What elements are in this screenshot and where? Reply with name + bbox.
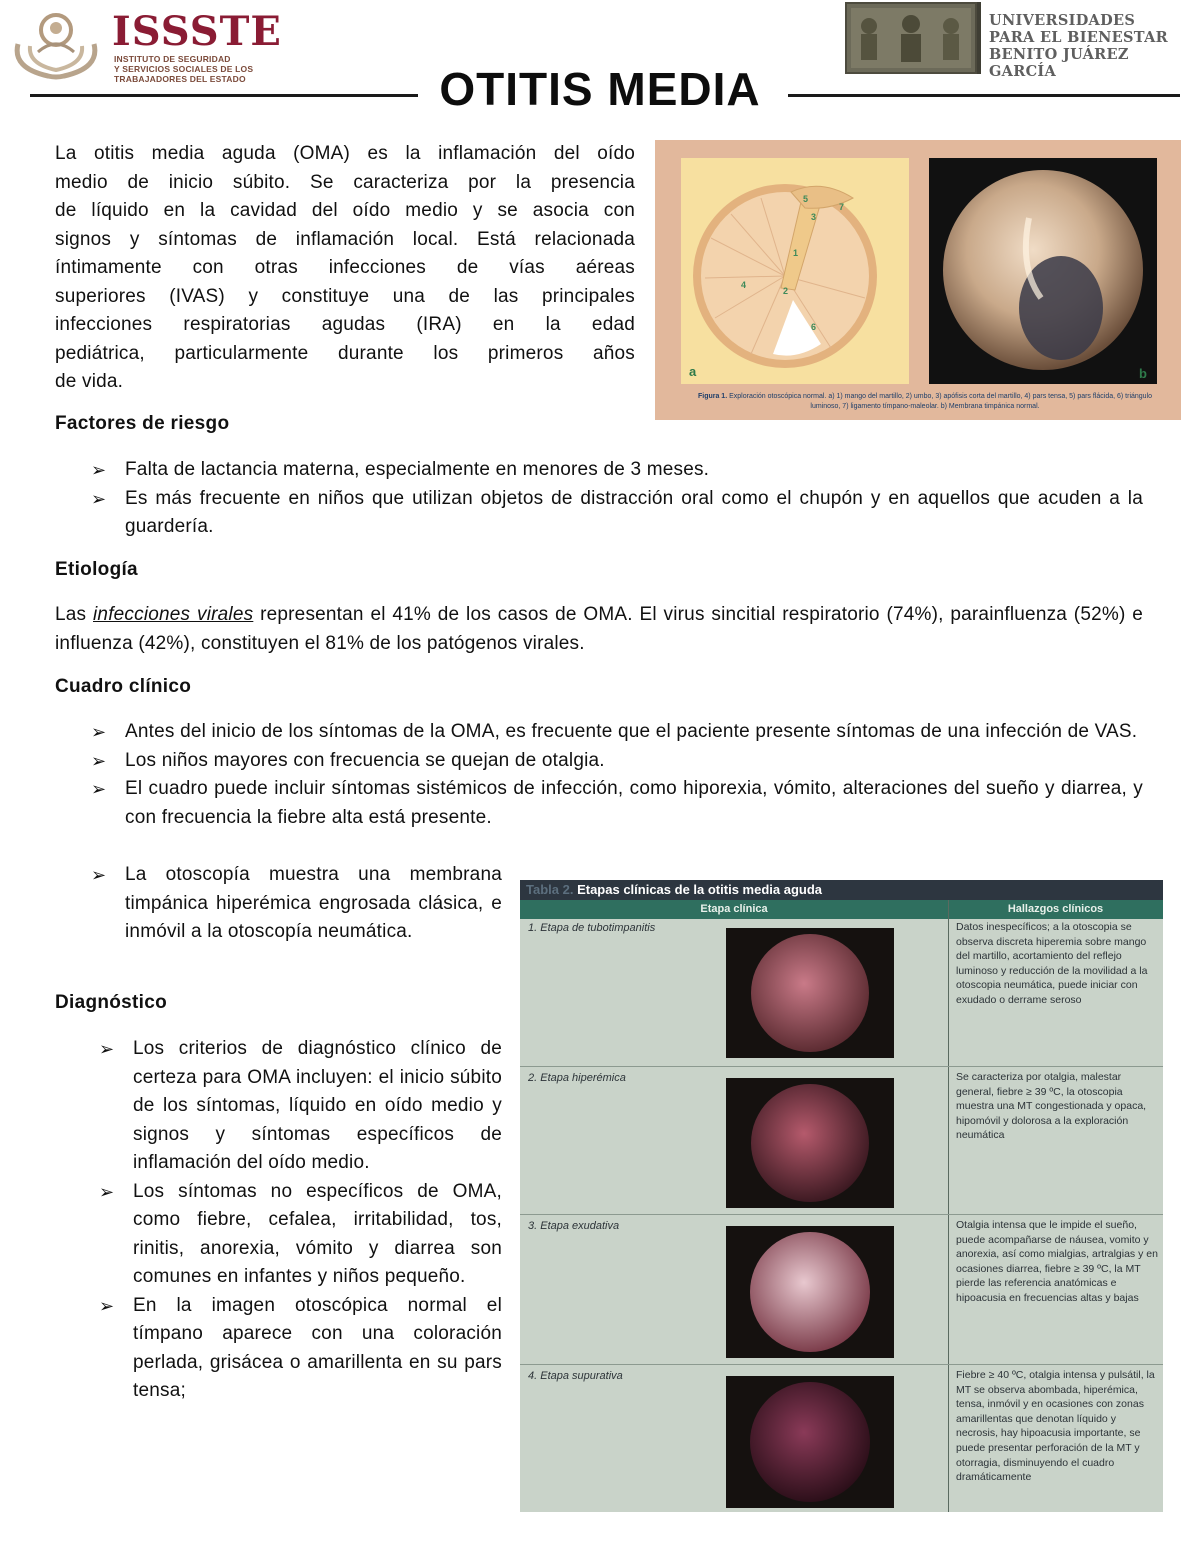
table-row-stage: 4. Etapa supurativa [528,1370,623,1382]
otoscopy-image [726,1376,894,1508]
svg-text:b: b [1139,366,1147,381]
tympanic-membrane-view [751,1084,869,1202]
etiology-paragraph: Las infecciones virales representan el 41% de los casos de OMA. El virus sincitial respiratorio (74%), parainfluenza (52%) e influenza (42%), constituyen el 81% de los patógenos virales. [55,604,1144,654]
list-item: ➢ Falta de lactancia materna, especialmente en menores de 3 meses. [55,456,1143,485]
table-row-stage: 2. Etapa hiperémica [528,1072,626,1084]
list-item: ➢ El cuadro puede incluir síntomas sistémicos de infección, como hiporexia, vómito, alteraciones del sueño y diarrea, y con frecuencia la fiebre alta está presente. [55,775,1143,832]
table-row-divider [520,1364,1163,1365]
table-row-divider [520,1214,1163,1215]
arrow-bullet-icon: ➢ [91,865,107,885]
intro-paragraph: La otitis media aguda (OMA) es la inflamación del oído medio de inicio súbito. Se caracteriza por la presencia de líquido en la cavidad del oído medio y se asocia con signos y síntomas de inflamación local. Está relacionada íntimamente con otras infecciones de vías aéreas superiores (IVAS) y constituye una de las principales infecciones respiratorias agudas (IRA) en la edad pediátrica, particularmente durante los primeros años de vida. [55,143,635,392]
otoscopy-image [726,928,894,1058]
table-clinical-stages [520,880,1163,1512]
arrow-bullet-icon: ➢ [91,488,107,509]
arrow-bullet-icon: ➢ [91,460,107,480]
svg-text:6: 6 [811,322,817,332]
figure-caption: Figura 1. Exploración otoscópica normal. a) 1) mango del martillo, 2) umbo, 3) apófisis corta del martillo, 4) pars tensa, 5) pars flácida, 6) triángulo luminoso, 7) ligamento tímpano-maleolar. b) Membrana timpánica normal. [697,393,1153,410]
otoscopy-image [726,1078,894,1208]
clinical-list-continued [55,861,502,947]
svg-text:7: 7 [839,202,845,212]
section-heading-risk-factors: Factores de riesgo [55,413,230,434]
arrow-bullet-icon: ➢ [99,1039,115,1059]
arrow-bullet-icon: ➢ [91,750,107,771]
table-col-stage: Etapa clínica [700,903,768,915]
table-col-findings: Hallazgos clínicos [1007,903,1104,915]
list-item: ➢ Es más frecuente en niños que utilizan objetos de distracción oral como el chupón y en aquellos que acuden a la guardería. [55,485,1143,542]
tympanic-diagram [681,158,909,384]
table-column-divider [948,900,949,1512]
otoscopy-image [726,1226,894,1358]
universidades-text: UNIVERSIDADES PARA EL BIENESTAR BENITO JUÁREZ GARCÍA [989,12,1169,80]
list-item: ➢ La otoscopía muestra una membrana timpánica hiperémica engrosada clásica, e inmóvil a la otoscopía neumática. [55,861,502,947]
tympanic-membrane-view [750,1382,870,1502]
section-heading-diagnosis: Diagnóstico [55,992,168,1013]
list-item: ➢ Los criterios de diagnóstico clínico de certeza para OMA incluyen: el inicio súbito de los síntomas, líquido en oído medio y signos y síntomas específicos de inflamación del oído medio. [63,1035,502,1178]
tympanic-photo [929,158,1157,384]
arrow-bullet-icon: ➢ [91,722,107,742]
arrow-bullet-icon: ➢ [91,779,107,799]
list-item: ➢ Los niños mayores con frecuencia se quejan de otalgia. [55,747,1143,776]
table-header-row [520,900,1163,919]
tympanic-membrane-view [750,1232,870,1352]
issste-subtitle: INSTITUTO DE SEGURIDAD Y SERVICIOS SOCIALES DE LOS TRABAJADORES DEL ESTADO [114,54,254,84]
arrow-bullet-icon: ➢ [99,1181,115,1202]
tympanic-membrane-view [751,934,869,1052]
svg-text:5: 5 [803,194,809,204]
table-title-bar [520,880,1163,900]
table-row-divider [520,1066,1163,1067]
etiology-underlined-term: infecciones virales [93,604,254,625]
title-rule-right [788,94,1180,97]
table-row-finding: Fiebre ≥ 40 ºC, otalgia intensa y pulsátil, la MT se observa abombada, hiperémica, tensa, inmóvil y en ocasiones con zonas amarillentas que denotan líquido y necrosis, hay hipoacusia importante, se puede presentar perforación de la MT y otorragia, disminuyendo el cuadro dramáticamente [956,1369,1155,1484]
diagnosis-list [63,1035,502,1406]
issste-name: ISSSTE [112,8,282,55]
section-heading-clinical: Cuadro clínico [55,676,192,697]
svg-text:2: 2 [783,286,789,296]
table-row-finding: Otalgia intensa que le impide el sueño, puede acompañarse de náusea, vomito y anorexia, así como mialgias, artralgias y en ocasiones diarrea, fiebre ≥ 39 ºC, la MT pierde las referencia anatómicas e hipoacusia en frecuencias altas y bajas [956,1219,1158,1304]
figure-otoscopy-normal [655,140,1181,420]
svg-text:3: 3 [811,212,817,222]
list-item: ➢ En la imagen otoscópica normal el tímpano aparece con una coloración perlada, grisácea o amarillenta en su pars tensa; [63,1292,502,1406]
table-row-stage: 1. Etapa de tubotimpanitis [528,922,656,934]
table-title: Etapas clínicas de la otitis media aguda [577,882,822,897]
page-title: OTITIS MEDIA [439,63,761,115]
arrow-bullet-icon: ➢ [99,1295,115,1316]
list-item: ➢ Los síntomas no específicos de OMA, como fiebre, cefalea, irritabilidad, tos, rinitis, anorexia, vómito y diarrea son comunes en infantes y niños pequeño. [63,1178,502,1292]
list-item: ➢ Antes del inicio de los síntomas de la OMA, es frecuente que el paciente presente síntomas de una infección de VAS. [55,718,1143,747]
svg-text:1: 1 [793,248,799,258]
svg-text:a: a [689,364,697,379]
table-number: Tabla 2. [526,882,574,897]
table-row-stage: 3. Etapa exudativa [528,1220,620,1232]
table-row-finding: Se caracteriza por otalgia, malestar general, fiebre ≥ 39 ºC, la otoscopia muestra una MT congestionada y opaca, hipomóvil y dolorosa a la exploración neumática [956,1071,1147,1142]
svg-text:4: 4 [741,280,747,290]
clinical-list [55,718,1143,832]
section-heading-etiology: Etiología [55,559,138,580]
risk-factors-list [55,456,1143,542]
table-row-finding: Datos inespecíficos; a la otoscopia se observa discreta hiperemia sobre mango del martillo, acortamiento del reflejo luminoso y reducción de la movilidad a la otoscopia neumática, puede iniciar con exudado o derrame seroso [956,921,1148,1006]
